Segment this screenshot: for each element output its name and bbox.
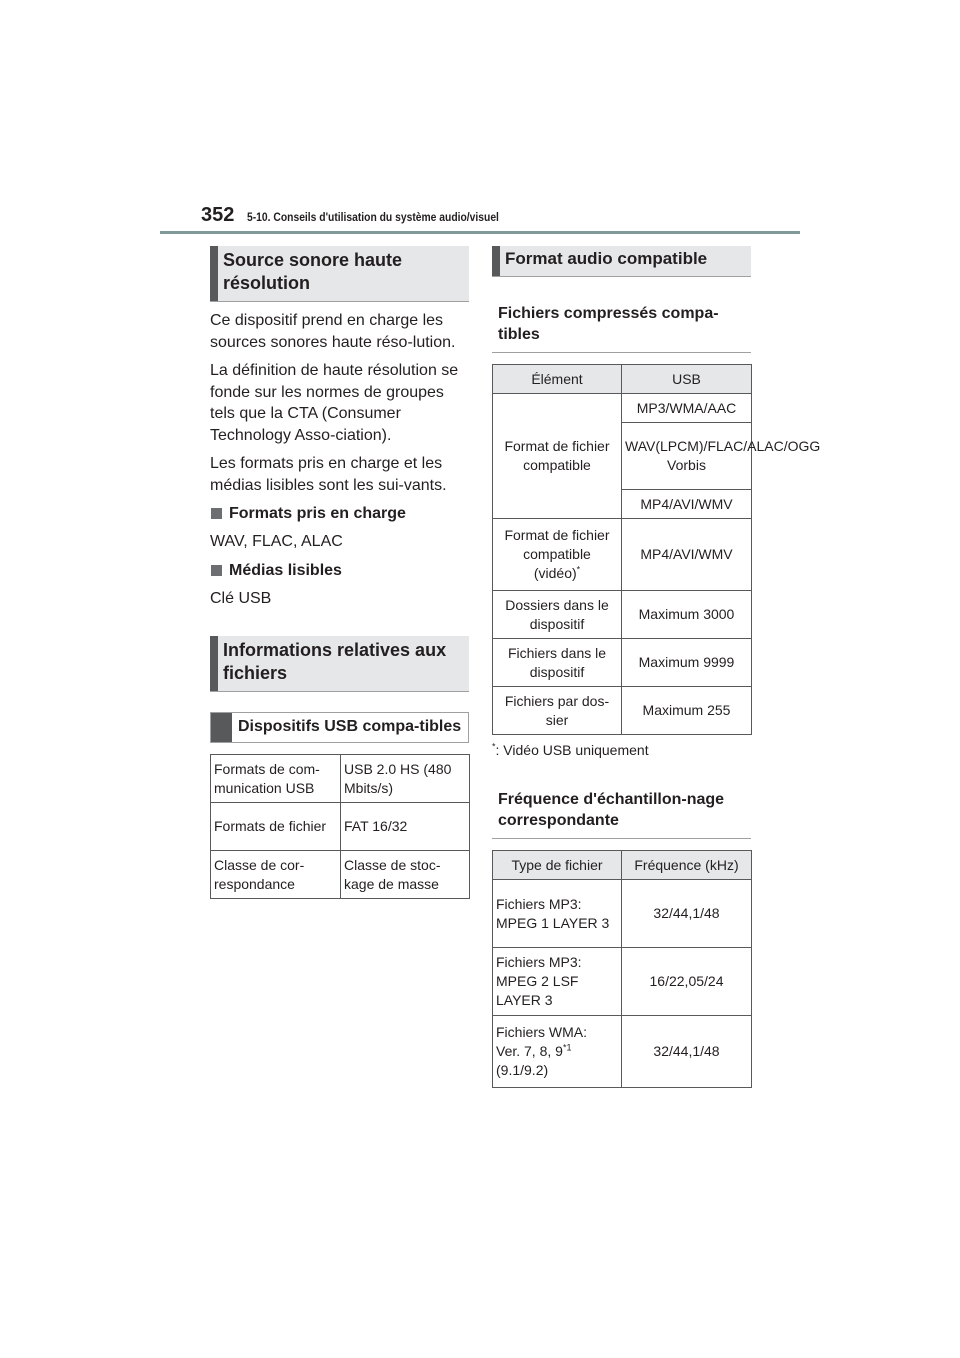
table-header-row — [493, 851, 752, 880]
usb-row-value: USB 2.0 HS (480 Mbits/s) — [341, 755, 470, 803]
table-row — [211, 755, 470, 803]
section-hi-res-heading — [210, 246, 469, 302]
video-format-value-cell: MP4/AVI/WMV — [622, 519, 752, 591]
folders-label-cell: Dossiers dans le dispositif — [493, 591, 622, 639]
square-bullet-icon — [211, 565, 222, 576]
right-column — [492, 246, 821, 1088]
wma-type-line-3: (9.1/9.2) — [496, 1062, 549, 1078]
sampling-freq-cell: 32/44,1/48 — [622, 1016, 752, 1088]
hi-res-title: Source sonore haute résolution — [223, 250, 403, 293]
chapter-title: 5-10. Conseils d'utilisation du système audio/visuel — [247, 210, 499, 224]
table-row — [211, 803, 470, 851]
sampling-heading — [492, 783, 751, 839]
table-row — [493, 687, 752, 735]
file-info-title: Informations relatives aux fichiers — [223, 640, 447, 683]
sampling-table — [492, 850, 752, 1088]
audio-format-title: Format audio compatible — [505, 249, 708, 268]
wma-type-line-1: Fichiers WMA: — [496, 1024, 587, 1040]
usb-row-label: Formats de com-munication USB — [211, 755, 341, 803]
sampling-type-cell: Fichiers MP3: MPEG 2 LSF LAYER 3 — [493, 948, 622, 1016]
table-row — [493, 880, 752, 948]
video-format-label: Format de fichier compatible — [504, 527, 610, 562]
video-format-label-cell — [493, 519, 622, 591]
video-format-paren: (vidéo) — [533, 565, 577, 581]
column-header-type: Type de fichier — [493, 851, 622, 880]
media-value: Clé USB — [210, 589, 272, 607]
usb-row-value: FAT 16/32 — [341, 803, 470, 851]
table-row — [493, 1016, 752, 1088]
page-number: 352 — [201, 204, 235, 226]
usb-devices-table — [210, 754, 470, 899]
usb-row-label: Classe de cor-respondance — [211, 851, 341, 899]
format-label-cell: Format de fichier compatible — [493, 394, 622, 519]
header-rule — [160, 231, 800, 234]
table-row — [493, 394, 752, 423]
files-label-cell: Fichiers dans le dispositif — [493, 639, 622, 687]
left-column — [210, 246, 469, 899]
footnote — [492, 741, 751, 760]
footnote-text: : Vidéo USB uniquement — [495, 742, 649, 758]
formats-value: WAV, FLAC, ALAC — [210, 533, 343, 550]
per-folder-label-cell: Fichiers par dos-sier — [493, 687, 622, 735]
column-header-frequency: Fréquence (kHz) — [622, 851, 752, 880]
sampling-freq-cell: 32/44,1/48 — [622, 880, 752, 948]
usb-devices-heading — [210, 712, 469, 743]
table-header-row — [493, 365, 752, 394]
column-header-usb: USB — [622, 365, 752, 394]
sampling-type-cell — [493, 1016, 622, 1088]
compressed-files-title: Fichiers compressés compa-tibles — [498, 305, 719, 343]
compressed-files-table — [492, 364, 821, 735]
formats-heading — [210, 503, 469, 524]
hi-res-paragraph-2: La définition de haute résolution se fonde sur les normes de groupes tels que la CTA (Consumer Technology Asso-ciation). — [210, 362, 459, 444]
table-row — [493, 639, 752, 687]
column-header-element: Élément — [493, 365, 622, 394]
folders-value-cell: Maximum 3000 — [622, 591, 752, 639]
per-folder-value-cell: Maximum 255 — [622, 687, 752, 735]
footnote-mark: * — [492, 741, 496, 752]
sampling-type-cell: Fichiers MP3: MPEG 1 LAYER 3 — [493, 880, 622, 948]
section-audio-format-heading — [492, 246, 751, 277]
video-footnote-mark: * — [576, 564, 581, 575]
format-value-cell: MP4/AVI/WMV — [622, 490, 752, 519]
table-row — [493, 519, 752, 591]
usb-devices-title: Dispositifs USB compa-tibles — [238, 718, 462, 735]
wma-footnote-mark: *1 — [562, 1042, 572, 1053]
usb-row-label: Formats de fichier — [211, 803, 341, 851]
media-heading-text: Médias lisibles — [229, 561, 342, 579]
media-heading — [210, 560, 469, 581]
table-row — [211, 851, 470, 899]
files-value-cell: Maximum 9999 — [622, 639, 752, 687]
hi-res-paragraph-1: Ce dispositif prend en charge les sources sonores haute réso-lution. — [210, 312, 456, 351]
sampling-title: Fréquence d'échantillon-nage correspondante — [498, 791, 725, 829]
table-row — [493, 948, 752, 1016]
compressed-files-heading — [492, 297, 751, 353]
formats-heading-text: Formats pris en charge — [229, 505, 406, 522]
hi-res-paragraph-3: Les formats pris en charge et les médias lisibles sont les sui-vants. — [210, 455, 447, 494]
wma-type-line-2: Ver. 7, 8, 9 — [496, 1043, 563, 1059]
format-value-cell: WAV(LPCM)/FLAC/ALAC/OGG Vorbis — [622, 423, 752, 490]
sampling-freq-cell: 16/22,05/24 — [622, 948, 752, 1016]
usb-row-value: Classe de stoc-kage de masse — [341, 851, 470, 899]
format-value-cell: MP3/WMA/AAC — [622, 394, 752, 423]
table-row — [493, 591, 752, 639]
section-file-info-heading — [210, 636, 469, 692]
square-bullet-icon — [211, 508, 222, 519]
